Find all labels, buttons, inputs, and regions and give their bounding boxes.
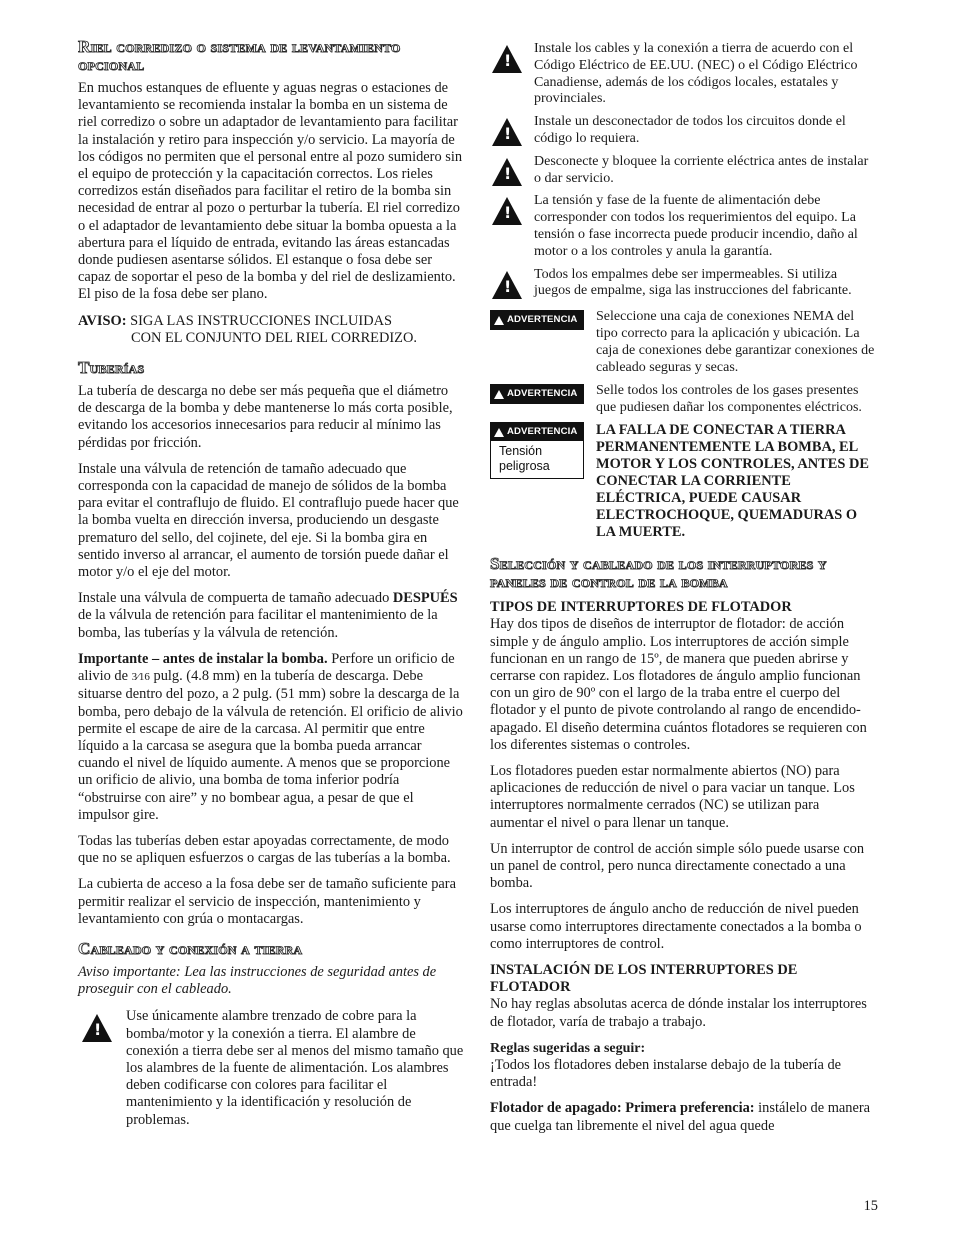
tuberias-paragraph-4: [78, 651, 464, 824]
warning-lockout-text: Desconecte y bloquee la corriente eléctrica antes de instalar o dar servicio.: [534, 153, 869, 186]
advertencia-gases-text: Selle todos los controles de los gases presentes que pudiesen dañar los componentes eléctricos.: [596, 383, 862, 416]
warning-triangle-icon: [492, 197, 522, 225]
tuberias-p4-text-c: pulg. (4.8 mm) en la tubería de descarga. Debe situarse dentro del pozo, a 2 pulg. (51 mm) sobre la descarga de la bomba, pero debajo de la válvula de retención. El orificio de alivio permite el escape de aire de la carcasa. Al permitir que entre líquido a la carcasa se asegura que la bomba pueda arrancar cuando el nivel de líquido aumente. A menos que se proporcione un orificio de alivio, una bomba de toma inferior podría “obstruirse con aire” y no bombear agua, a pesar de que el impulsor gire.: [78, 668, 463, 823]
section-heading-tuberias: Tuberías: [78, 358, 145, 378]
warning-triangle-icon: [494, 390, 504, 399]
tuberias-paragraph-6: La cubierta de acceso a la fosa debe ser de tamaño suficiente para permitir realizar el servicio de inspección, mantenimiento y levantamiento con grúa o montacargas.: [78, 876, 456, 927]
warning-disconnect-text: Instale un desconectador de todos los circuitos donde el código lo requiera.: [534, 114, 846, 146]
reglas-heading: Reglas sugeridas a seguir:: [490, 1040, 646, 1056]
fraction-three-sixteenths: 3⁄16: [131, 671, 150, 684]
warning-triangle-icon: [492, 45, 522, 73]
advertencia-badge: [490, 384, 584, 404]
section-heading-riel: Riel corredizo o sistema de levantamiento opcional: [78, 37, 401, 74]
tipos-paragraph-2: Los flotadores pueden estar normalmente abiertos (NO) para aplicaciones de reducción de nivel o para vaciar un tanque. Los interruptores normalmente cerrados (NC) se utilizan para aumentar el nivel o para llenar un tanque.: [490, 762, 855, 831]
instalacion-paragraph: No hay reglas absolutas acerca de dónde instalar los interruptores de flotador, varía de trabajo a trabajo.: [490, 996, 867, 1030]
cableado-warning-text: Use únicamente alambre trenzado de cobre para la bomba/motor y la conexión a tierra. El alambre de conexión a tierra debe ser al menos del mismo tamaño que los alambres de la fuente de alimentación. Los alambres deben codificarse con colores para facilitar el mantenimiento y la identificación y resolución de problemas.: [126, 1008, 464, 1128]
riel-paragraph: En muchos estanques de efluente y aguas negras o estaciones de levantamiento se recomienda instalar la bomba en un sistema de riel corredizo o sobre un adaptador de levantamiento para facilitar la instalación y retiro para inspección y/o servicio. La mayoría de los códigos no permiten que el personal entre al pozo sumidero sin el equipo de protección y la capacitación correctos. Los rieles corredizos están diseñados para facilitar el retiro de la bomba sin necesidad de entrar al pozo o perturbar la tubería. El riel corredizo o el adaptador de levantamiento debe situar la bomba opuesta a la abertura para el líquido de entrada, evitando las áreas estancadas donde pudiesen asentarse sólidos. El estanque o fosa debe ser capaz de soportar el peso de la bomba y del riel de deslizamiento. El piso de la fosa debe ser plano.: [78, 80, 463, 303]
flotador-label: Flotador de apagado: Primera preferencia:: [490, 1100, 755, 1117]
warning-nec-text: Instale los cables y la conexión a tierra de acuerdo con el Código Eléctrico de EE.UU. (NEC) o el Código Eléctrico Canadiense, además de los códigos locales, estatales y provinciales.: [534, 41, 858, 107]
warning-splices: [490, 267, 876, 301]
instalacion-heading: INSTALACIÓN DE LOS INTERRUPTORES DE FLOTADOR: [490, 962, 798, 996]
advertencia-gases: [490, 382, 876, 416]
tuberias-p3-emphasis: DESPUÉS: [392, 590, 458, 607]
aviso-notice: [78, 313, 464, 347]
warning-triangle-icon: [492, 271, 522, 299]
tipos-paragraph-3: Un interruptor de control de acción simple sólo puede usarse con un panel de control, pero nunca directamente conectado a una bomba.: [490, 840, 865, 892]
warning-disconnect: [490, 114, 876, 148]
aviso-label: AVISO:: [78, 312, 127, 329]
advertencia-nema-text: Seleccione una caja de conexiones NEMA del tipo correcto para la aplicación y ubicación. La caja de conexiones debe garantizar conexiones de cableado seguras y secas.: [596, 309, 875, 376]
tension-peligrosa-label: Tensión peligrosa: [499, 444, 550, 474]
tipos-paragraph-1: Hay dos tipos de diseños de interruptor de flotador: de acción simple y de ángulo amplio. Los interruptores de acción simple funcionan en un rango de 15º, de manera que pueden abrirse y cerrarse con rapidez. Los flotadores de ángulo amplio funcionan con un giro de 90º con el largo de la traba entre el cuerpo del flotador y el punto de pivote controlando al rango de encendido-apagado. El diseño determina cuántos flotadores se requieren con los diferentes sistemas o controles.: [490, 616, 867, 753]
flotador-text: instálelo de manera que cuelga tan libremente el nivel del agua quede: [490, 1100, 871, 1134]
left-column: [78, 38, 464, 1129]
advertencia-label: ADVERTENCIA: [507, 426, 578, 438]
warning-triangle-icon: [494, 316, 504, 325]
reglas-paragraph: ¡Todos los flotadores deben instalarse debajo de la tubería de entrada!: [490, 1057, 842, 1091]
tuberias-p4-text-b: Perfore un orificio de alivio de: [78, 650, 455, 685]
advertencia-label: ADVERTENCIA: [507, 388, 578, 400]
warning-voltage: [490, 193, 876, 260]
warning-voltage-text: La tensión y fase de la fuente de alimentación debe corresponder con todos los requerimientos del equipo. La tensión o fase incorrecta puede producir incendio, daño al motor o a los controles y anula la garantía.: [534, 193, 858, 259]
flotador-paragraph: [490, 1100, 876, 1134]
warning-nec: [490, 41, 876, 108]
page-number: 15: [863, 1198, 878, 1214]
cableado-warning: [78, 1008, 464, 1128]
advertencia-tension: [490, 422, 876, 541]
importante-label: Importante – antes de instalar la bomba.: [78, 650, 328, 667]
tipos-paragraph-4: Los interruptores de ángulo ancho de reducción de nivel pueden usarse como interruptores directamente conectados a la bomba o como interruptores de control.: [490, 901, 862, 952]
advertencia-badge-tension: [490, 422, 584, 479]
advertencia-nema: [490, 308, 876, 376]
tuberias-paragraph-5: Todas las tuberías deben estar apoyadas correctamente, de modo que no se apliquen esfuerzos o cargas de las tuberías a la bomba.: [78, 832, 451, 867]
advertencia-badge: [490, 310, 584, 330]
warning-triangle-icon: [492, 118, 522, 146]
tuberias-paragraph-2: Instale una válvula de retención de tamaño adecuado que corresponda con la capacidad de manejo de sólidos de la bomba para evitar el contraflujo de fluido. El contraflujo puede hacer que la bomba vuelta en dirección inversa, produciendo un desgaste prematuro del sello, del cojinete, del eje. Si la bomba gira en sentido inverso al arrancar, el aumento de torsión puede dañar el motor y/o el eje del motor.: [78, 460, 459, 581]
right-column: [490, 41, 876, 1144]
warning-splices-text: Todos los empalmes debe ser impermeables. Si utiliza juegos de empalme, siga las instrucciones del fabricante.: [534, 266, 852, 299]
cableado-note: Aviso importante: Lea las instrucciones de seguridad antes de proseguir con el cableado.: [78, 963, 437, 998]
aviso-text-1: SIGA LAS INSTRUCCIONES INCLUIDAS: [130, 312, 392, 329]
advertencia-label: ADVERTENCIA: [507, 314, 578, 326]
tipos-heading: TIPOS DE INTERRUPTORES DE FLOTADOR: [490, 599, 792, 616]
section-heading-cableado: Cableado y conexión a tierra: [78, 938, 303, 958]
tuberias-p3-text-c: de la válvula de retención para facilitar el mantenimiento de la bomba, las tuberías y la válvula de retención.: [78, 607, 438, 641]
advertencia-tension-text: LA FALLA DE CONECTAR A TIERRA PERMANENTEMENTE LA BOMBA, EL MOTOR Y LOS CONTROLES, ANTES DE CONECTAR LA CORRIENTE ELÉCTRICA, PUEDE CAUSAR ELECTROCHOQUE, QUEMADURAS O LA MUERTE.: [596, 422, 869, 541]
warning-triangle-icon: [82, 1014, 112, 1042]
warning-triangle-icon: [494, 428, 504, 437]
aviso-text-2: CON EL CONJUNTO DEL RIEL CORREDIZO.: [131, 329, 417, 346]
warning-lockout: [490, 154, 876, 188]
tuberias-p3-text-a: Instale una válvula de compuerta de tamaño adecuado: [78, 590, 393, 607]
section-heading-seleccion: Selección y cableado de los interruptores y paneles de control de la bomba: [490, 554, 827, 592]
warning-triangle-icon: [492, 158, 522, 186]
tuberias-paragraph-1: La tubería de descarga no debe ser más pequeña que el diámetro de descarga de la bomba y debe mantenerse lo más corta posible, evitando los accesorios innecesarios para reducir al mínimo las pérdidas por fricción.: [78, 383, 453, 451]
tuberias-paragraph-3: [78, 590, 464, 642]
